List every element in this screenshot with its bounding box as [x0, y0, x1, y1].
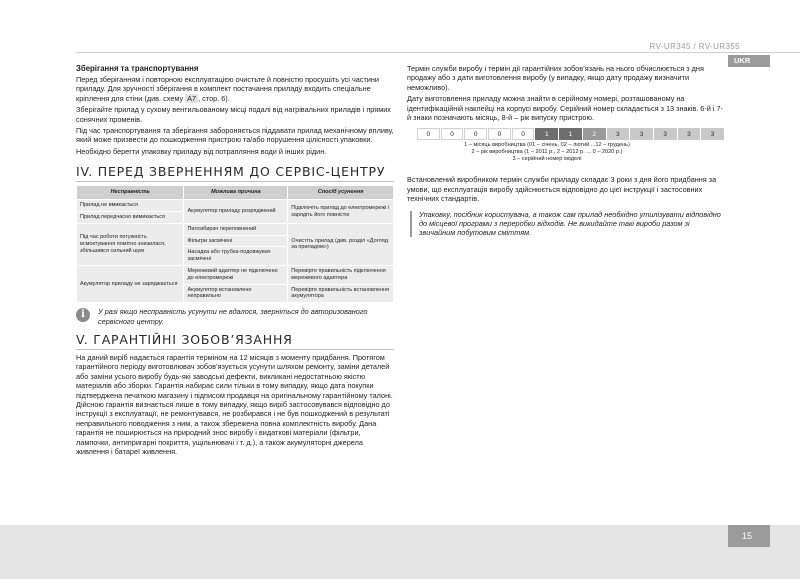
section-4-rule	[76, 181, 394, 182]
storage-paragraph-3: Під час транспортування та зберігання забороняється піддавати прилад механічному впливу, який може призвести до пошкодження пристрою та/або порушення цілісності упаковки.	[76, 126, 394, 145]
warranty-term-paragraph: Встановлений виробником термін служби приладу складає 3 роки з дня його придбання за умови, що експлуатація виробу здійснюється відповідно до цієї інструкції і застосовних технічних стандартів.	[407, 175, 717, 204]
service-note	[76, 307, 394, 326]
service-life-paragraph: Термін служби виробу і термін дії гарантійних зобов’язань на нього обчислюється з дня продажу або з дати виготовлення виробу (у випадку, якщо дату продажу визначити неможливо).	[407, 64, 704, 92]
serial-digit-model: 3	[701, 128, 724, 140]
serial-legend-line: 2 – рік виробництва (1 – 2011 р., 2 – 2012 р. ... 0 – 2020 р.)	[471, 149, 623, 156]
table-cell-fault: Прилад передчасно вимикається	[77, 212, 184, 224]
table-cell-solution: Очистіть прилад (див. розділ «Догляд за приладом»)	[288, 223, 394, 265]
serial-digit: 0	[417, 128, 440, 140]
table-cell-cause: Акумулятор встановлено неправильно	[184, 284, 288, 303]
table-cell-fault: Прилад не вмикається	[77, 200, 184, 212]
table-header-row	[77, 186, 394, 200]
serial-digit-model: 3	[654, 128, 677, 140]
serial-number-example	[417, 128, 725, 140]
table-header-cause: Можлива причина	[184, 186, 288, 200]
serial-digit: 0	[488, 128, 511, 140]
left-column	[76, 64, 394, 459]
table-cell-solution: Перевірте правильність встановлення акумулятора	[288, 284, 394, 303]
serial-legend-line: 3 – серійний номер моделі	[512, 156, 582, 163]
section-5-rule	[76, 349, 394, 350]
figure-reference: A7	[187, 93, 197, 103]
manufacture-date-paragraph: Дату виготовлення приладу можна знайти в серійному номері, розташованому на ідентифікаційній наклейці на корпусі виробу. Серійний номер складається з 13 знаків. 6-й і 7-й знаки позначають місяць, 8-й – рік випуску пристрою.	[407, 94, 724, 123]
right-column	[407, 64, 725, 240]
serial-digit-model: 3	[630, 128, 653, 140]
storage-paragraph-2: Зберігайте прилад у сухому вентильованому місці подалі від нагрівальних приладів і прямих сонячних променів.	[76, 105, 391, 124]
table-header-solution: Спосіб усунення	[288, 186, 394, 200]
storage-paragraph-1	[76, 75, 394, 103]
serial-digit-model: 3	[607, 128, 630, 140]
disposal-note	[407, 210, 725, 238]
table-cell-cause: Фільтри засмічені	[184, 235, 288, 247]
section-5-title: V. ГАРАНТІЙНІ ЗОБОВ’ЯЗАННЯ	[76, 332, 293, 348]
info-icon: i	[76, 308, 90, 322]
table-cell-cause: Насадка або трубка-подовжувач засмічені	[184, 247, 288, 266]
storage-p1-text: Перед зберіганням і повторною експлуатацією очистьте й повністю просушіть усі частини приладу. Для зручності зберігання в комплект постачання приладу входить спеціальне кріплення для стіни (див. схему	[76, 75, 379, 103]
storage-title: Зберігання та транспортування	[76, 64, 199, 73]
table-header-fault: Несправність	[77, 186, 184, 200]
serial-digit-model: 3	[678, 128, 701, 140]
table-cell-cause: Пилозбирач переповнений	[184, 223, 288, 235]
serial-legend-line: 1 – місяць виробництва (01 – січень, 02 – лютий ...12 – грудень)	[464, 142, 630, 149]
serial-digit-year: 2	[583, 128, 606, 140]
serial-digit: 0	[441, 128, 464, 140]
table-cell-fault: Під час роботи потужність всмоктування помітно знизилася, збільшився сильний шум	[77, 223, 184, 265]
storage-paragraph-4: Необхідно берегти упаковку приладу від потрапляння води й інших рідин.	[76, 146, 327, 156]
table-row	[77, 223, 394, 235]
table-row	[77, 266, 394, 285]
warranty-paragraph: На даний виріб надається гарантія терміном на 12 місяців з моменту придбання. Протягом гарантійного періоду виготовлювач зобов’язується усунути шляхом ремонту, заміни деталей або заміни усього виробу будь-які заводські дефекти, викликані недостатньою якістю матеріалів або зборки. Гарантія набирає сили тільки в тому випадку, якщо дата покупки підтверджена печаткою магазину і підписом продавця на оригінальному гарантійному талоні. Дійсною гарантія визнається лише в тому випадку, якщо виріб застосовувався відповідно до інструкції з експлуатації, не ремонтувався, не розбирався і не був пошкоджений в результаті неправильного поводження з ним, а також збережена повна комплектність виробу. Дана гарантія не поширюється на природний знос виробу і видаткові матеріали (фільтри, лампочки, антипригарні покриття, ущільнювачі і т. д.), а також акумуляторні джерела живлення і батареї живлення.	[76, 353, 393, 457]
header-rule	[76, 52, 800, 53]
section-4-title: IV. ПЕРЕД ЗВЕРНЕННЯМ ДО СЕРВІС-ЦЕНТРУ	[76, 164, 386, 180]
table-cell-solution: Підключіть прилад до електромережі і зарядіть його повністю	[288, 200, 394, 224]
table-cell-cause: Мережевий адаптер не підключено до електромережі	[184, 266, 288, 285]
table-cell-fault: Акумулятор приладу не заряджається	[77, 266, 184, 303]
service-note-text: У разі якщо несправність усунути не вдалося, зверніться до авторизованого сервісного центру.	[98, 307, 368, 326]
serial-legend	[447, 142, 647, 163]
table-cell-cause: Акумулятор приладу розряджений	[184, 200, 288, 224]
language-tab: UKR	[728, 55, 770, 67]
disposal-note-text: Упаковку, посібник користувача, а також сам прилад необхідно утилізувати відповідно до місцевої програми з переробки відходів. Не викидайте такі вироби разом зі звичайним побутовим сміттям.	[419, 209, 721, 238]
troubleshooting-table	[76, 185, 394, 303]
serial-digit-month: 1	[535, 128, 558, 140]
footer-band	[0, 525, 800, 579]
serial-digit-month: 1	[559, 128, 582, 140]
table-cell-solution: Перевірте правильність підключення мережевого адаптера	[288, 266, 394, 285]
table-row	[77, 200, 394, 212]
storage-p1-tail: , стор. 6).	[198, 93, 230, 103]
serial-digit: 0	[512, 128, 535, 140]
serial-digit: 0	[464, 128, 487, 140]
page-number: 15	[728, 525, 770, 547]
header-model: RV-UR345 / RV-UR355	[649, 42, 740, 51]
